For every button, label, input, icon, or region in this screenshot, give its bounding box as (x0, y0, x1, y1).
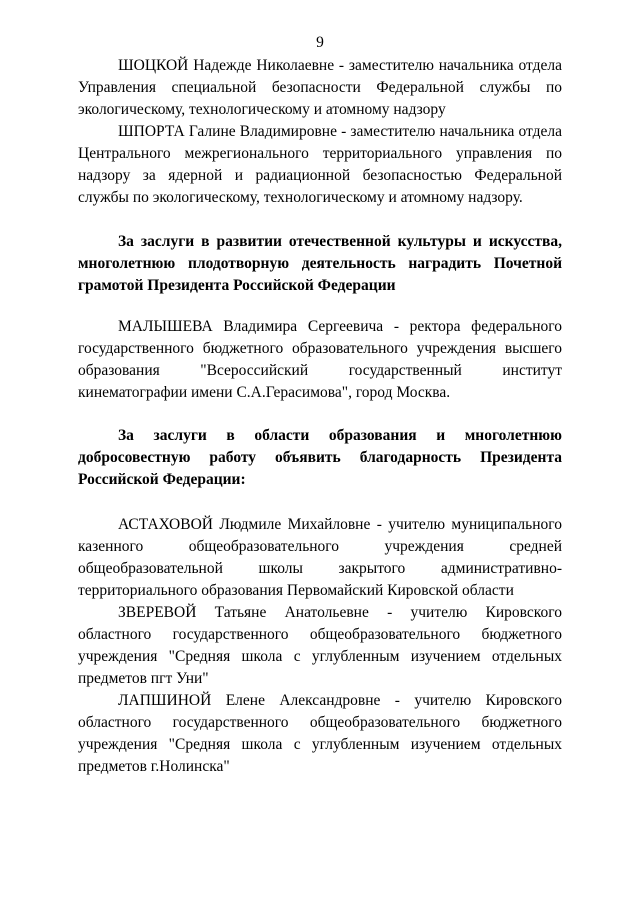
award-entry-lapshina: ЛАПШИНОЙ Елене Александровне - учителю Кировского областного государственного общеобразовательного бюджетного учреждения "Средняя школа с углубленным изучением отдельных предметов г.Нолинска" (78, 692, 562, 775)
section-heading-culture: За заслуги в развитии отечественной культуры и искусства, многолетнюю плодотворную деятельность наградить Почетной грамотой Президента Российской Федерации (78, 233, 562, 294)
spacer (78, 209, 562, 231)
award-entry-astakhova: АСТАХОВОЙ Людмиле Михайловне - учителю муниципального казенного общеобразовательного учреждения средней общеобразовательной школы закрытого административно-территориального образования Первомайский Кировской области (78, 516, 562, 599)
award-entry-shotskaya: ШОЦКОЙ Надежде Николаевне - заместителю начальника отдела Управления специальной безопасности Федеральной службы по экологическому, технологическому и атомному надзору (78, 57, 562, 118)
award-entry-shporta: ШПОРТА Галине Владимировне - заместителю начальника отдела Центрального межрегионального территориального управления по надзору за ядерной и радиационной безопасностью Федеральной службы по экологическому, технологическому и атомному надзору. (78, 123, 562, 206)
spacer (78, 404, 562, 425)
page-number: 9 (316, 34, 324, 51)
spacer (78, 491, 562, 514)
award-entry-malyshev: МАЛЫШЕВА Владимира Сергеевича - ректора федерального государственного бюджетного образовательного учреждения высшего образования "Всероссийский государственный институт кинематографии имени С.А.Герасимова", город Москва. (78, 318, 562, 401)
spacer (78, 297, 562, 316)
document-body (78, 55, 562, 778)
section-heading-education: За заслуги в области образования и многолетнюю добросовестную работу объявить благодарность Президента Российской Федерации: (78, 427, 562, 488)
award-entry-zvereva: ЗВЕРЕВОЙ Татьяне Анатольевне - учителю Кировского областного государственного общеобразовательного бюджетного учреждения "Средняя школа с углубленным изучением отдельных предметов пгт Уни" (78, 604, 562, 687)
